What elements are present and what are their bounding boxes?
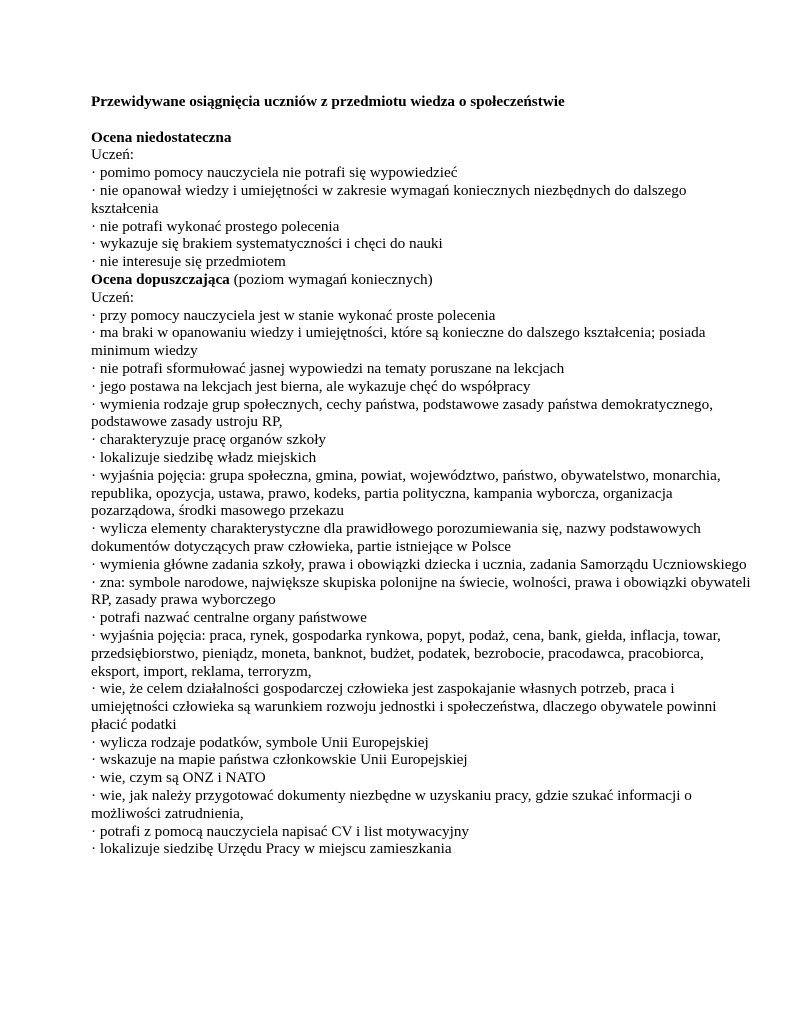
list-item: · wyjaśnia pojęcia: grupa społeczna, gmina, powiat, województwo, państwo, obywatelstwo, monarchia, republika, opozycja, ustawa, prawo, kodeks, partia polityczna, kampania wyborcza, organizacja pozarządowa, środki masowego przekazu (91, 466, 721, 520)
requirements-list (91, 307, 751, 859)
list-item: · wie, że celem działalności gospodarczej człowieka jest zaspokajanie własnych potrzeb, praca i umiejętności człowieka są warunkiem rozwoju jednostki i społeczeństwa, dlaczego obywatele powinni płacić podatki (91, 680, 717, 733)
requirements-list (91, 164, 751, 271)
list-item: · nie interesuje się przedmiotem (91, 253, 286, 271)
list-item: · lokalizuje siedzibę Urzędu Pracy w miejscu zamieszkania (91, 840, 452, 858)
section-heading-bold: Ocena dopuszczająca (91, 270, 230, 288)
list-item: · wie, jak należy przygotować dokumenty niezbędne w uzyskaniu pracy, gdzie szukać informacji o możliwości zatrudnienia, (91, 787, 692, 822)
list-item: · nie potrafi wykonać prostego polecenia (91, 217, 340, 235)
list-item: · wymienia główne zadania szkoły, prawa i obowiązki dziecka i ucznia, zadania Samorządu Uczniowskiego (91, 555, 747, 573)
list-item: · wylicza rodzaje podatków, symbole Unii Europejskiej (91, 733, 429, 751)
document-title: Przewidywane osiągnięcia uczniów z przedmiotu wiedza o społeczeństwie (91, 93, 565, 110)
section-heading (91, 271, 751, 289)
list-item: · wskazuje na mapie państwa członkowskie Unii Europejskiej (91, 751, 468, 769)
list-item: · potrafi z pomocą nauczyciela napisać CV i list motywacyjny (91, 822, 470, 840)
list-item: · potrafi nazwać centralne organy państwowe (91, 609, 367, 627)
list-item: · zna: symbole narodowe, największe skupiska polonijne na świecie, wolności, prawa i obowiązki obywateli RP, zasady prawa wyborczego (91, 573, 751, 609)
student-label: Uczeń: (91, 288, 135, 306)
student-label: Uczeń: (91, 146, 135, 164)
list-item: · ma braki w opanowaniu wiedzy i umiejętności, które są konieczne do dalszego kształcenia; posiada minimum wiedzy (91, 324, 706, 360)
section-heading (91, 129, 751, 147)
list-item: · przy pomocy nauczyciela jest w stanie wykonać proste polecenia (91, 306, 496, 324)
list-item: · wie, czym są ONZ i NATO (91, 769, 266, 787)
list-item: · wylicza elementy charakterystyczne dla prawidłowego porozumiewania się, nazwy podstawowych dokumentów dotyczących praw człowieka, partie istniejące w Polsce (91, 520, 701, 555)
list-item: · nie potrafi sformułować jasnej wypowiedzi na tematy poruszane na lekcjach (91, 359, 565, 377)
list-item: · wykazuje się brakiem systematyczności i chęci do nauki (91, 235, 443, 253)
list-item: · pomimo pomocy nauczyciela nie potrafi się wypowiedzieć (91, 164, 458, 182)
section-heading-rest: (poziom wymagań koniecznych) (229, 270, 433, 288)
section-heading-bold: Ocena niedostateczna (91, 128, 232, 146)
list-item: · charakteryzuje pracę organów szkoły (91, 431, 327, 449)
document-page (91, 93, 751, 858)
section-niedostateczna (91, 129, 751, 271)
list-item: · nie opanował wiedzy i umiejętności w zakresie wymagań koniecznych niezbędnych do dalszego kształcenia (91, 181, 687, 217)
list-item: · wymienia rodzaje grup społecznych, cechy państwa, podstawowe zasady państwa demokratycznego, podstawowe zasady ustroju RP, (91, 395, 714, 431)
section-dopuszczajaca (91, 271, 751, 858)
list-item: · jego postawa na lekcjach jest bierna, ale wykazuje chęć do współpracy (91, 377, 531, 395)
list-item: · lokalizuje siedzibę władz miejskich (91, 448, 317, 466)
list-item: · wyjaśnia pojęcia: praca, rynek, gospodarka rynkowa, popyt, podaż, cena, bank, giełda, inflacja, towar, przedsiębiorstwo, pieniądz, moneta, banknot, budżet, podatek, bezrobocie, pracodawca, pracobiorca, eksport, import, reklama, terroryzm, (91, 626, 721, 680)
